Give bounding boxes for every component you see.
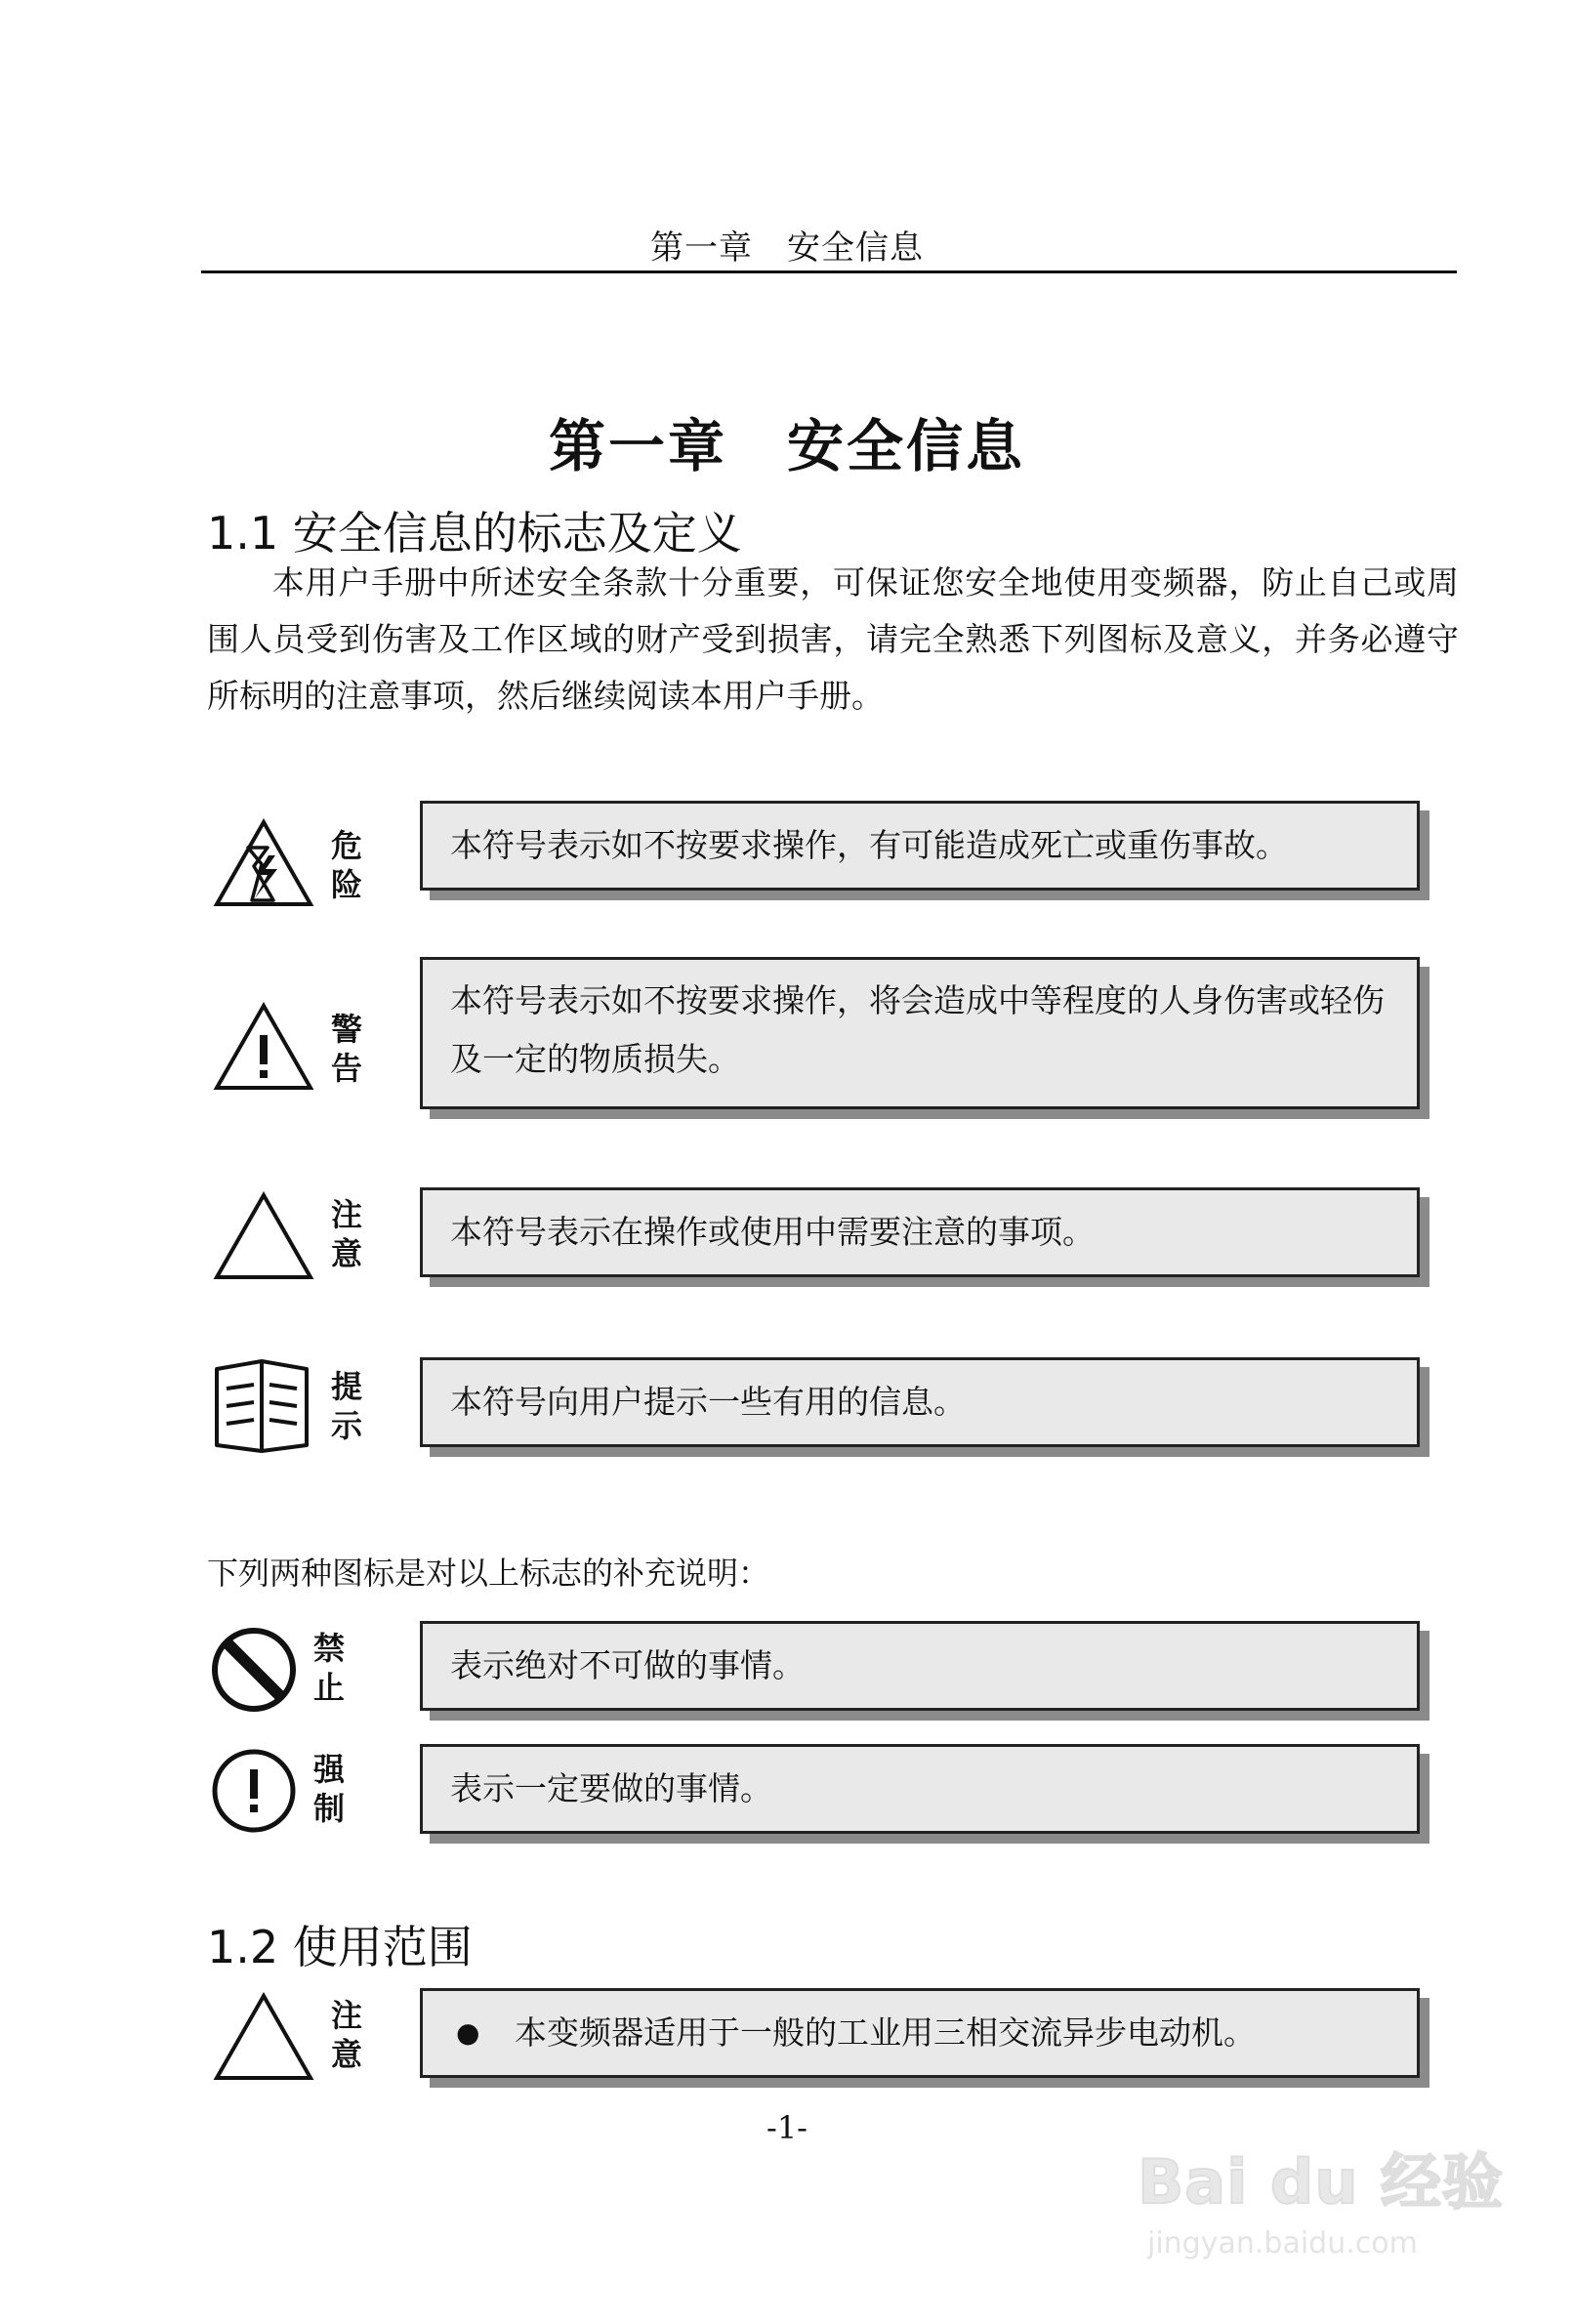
page-number: -1- [766, 2109, 808, 2146]
label-caution [322, 1195, 371, 1273]
supplement-note: 下列两种图标是对以上标志的补充说明： [207, 1555, 770, 1592]
caution-definition-text: 本符号表示在操作或使用中需要注意的事项。 [450, 1213, 1095, 1251]
exclamation-circle-icon [211, 1748, 297, 1834]
label-hint-bottom: 示 [330, 1407, 362, 1444]
scope-notice-box [420, 1988, 1420, 2078]
baidu-watermark [1138, 2134, 1509, 2295]
warning-definition-box [420, 957, 1420, 1109]
label-mandatory [305, 1750, 353, 1828]
prohibited-definition-text: 表示绝对不可做的事情。 [450, 1646, 805, 1684]
intro-text: 本用户手册中所述安全条款十分重要，可保证您安全地使用变频器，防止自己或周围人员受到伤害及工作区域的财产受到损害，请完全熟悉下列图标及意义，并务必遵守所标明的注意事项，然后继续阅读本用户手册。 [207, 563, 1459, 715]
mandatory-definition-text: 表示一定要做的事情。 [450, 1769, 772, 1807]
hint-definition-text: 本符号向用户提示一些有用的信息。 [450, 1383, 966, 1421]
danger-definition-box [420, 801, 1420, 891]
label-scope-caution-bottom: 意 [330, 2036, 362, 2073]
baidu-logo: Bai du 经验 [1138, 2146, 1505, 2218]
label-danger [322, 826, 371, 904]
prohibited-definition-box [420, 1621, 1420, 1711]
open-book-icon [213, 1359, 311, 1453]
triangle-icon [213, 1992, 314, 2082]
label-warning-bottom: 告 [330, 1050, 362, 1087]
lightning-triangle-icon [213, 818, 314, 908]
section-title-1-2: 1.2 使用范围 [207, 1921, 473, 1973]
section-title-1-1: 1.1 安全信息的标志及定义 [207, 507, 742, 560]
mandatory-definition-box [420, 1744, 1420, 1834]
label-prohibited-top: 禁 [312, 1630, 345, 1667]
label-scope-caution-top: 注 [330, 1997, 362, 2034]
label-mandatory-bottom: 制 [312, 1790, 345, 1827]
label-prohibited [305, 1629, 353, 1707]
watermark-url: jingyan.baidu.com [1147, 2226, 1418, 2261]
label-warning [322, 1010, 371, 1088]
label-danger-top: 危 [330, 827, 362, 864]
intro-paragraph [207, 555, 1459, 725]
running-header: 第一章 安全信息 [650, 228, 924, 268]
label-danger-bottom: 险 [330, 866, 362, 903]
hint-definition-box [420, 1357, 1420, 1447]
label-prohibited-bottom: 止 [312, 1669, 345, 1706]
label-hint-top: 提 [330, 1368, 362, 1405]
label-scope-caution [322, 1996, 371, 2074]
exclamation-triangle-icon [213, 1002, 314, 1092]
warning-definition-text: 本符号表示如不按要求操作，将会造成中等程度的人身伤害或轻伤及一定的物质损失。 [450, 981, 1385, 1078]
header-rule [201, 270, 1457, 273]
danger-definition-text: 本符号表示如不按要求操作，有可能造成死亡或重伤事故。 [450, 826, 1288, 864]
caution-definition-box [420, 1187, 1420, 1277]
label-caution-bottom: 意 [330, 1235, 362, 1272]
label-hint [322, 1367, 371, 1445]
scope-notice-text: 本变频器适用于一般的工业用三相交流异步电动机。 [515, 2013, 1256, 2052]
chapter-title: 第一章 安全信息 [548, 413, 1025, 479]
label-mandatory-top: 强 [312, 1751, 345, 1788]
bullet: ● [456, 2016, 480, 2049]
triangle-icon [213, 1191, 314, 1281]
label-warning-top: 警 [330, 1011, 362, 1048]
label-caution-top: 注 [330, 1196, 362, 1233]
prohibited-circle-icon [211, 1627, 297, 1713]
